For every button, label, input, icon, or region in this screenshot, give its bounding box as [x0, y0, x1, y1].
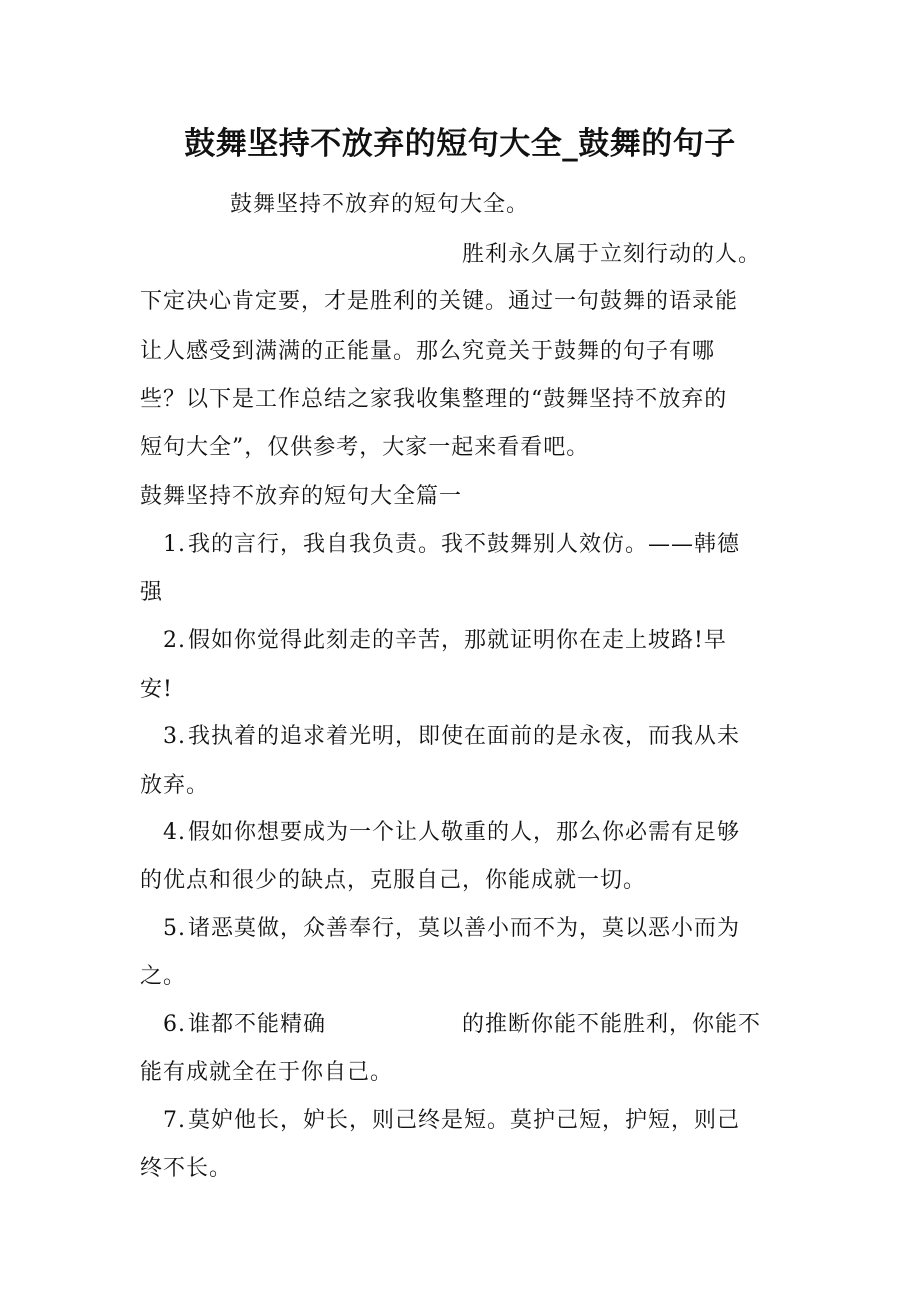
- section-heading: 鼓舞坚持不放弃的短句大全篇一: [140, 484, 463, 509]
- list-item-line: [163, 1010, 326, 1040]
- item-text: 假如你觉得此刻走的辛苦，那就证明你在走上坡路!早: [188, 628, 727, 653]
- intro-line: 让人感受到满满的正能量。那么究竟关于鼓舞的句子有哪: [140, 339, 716, 364]
- item-text: 我执着的追求着光明，即使在面前的是永夜，而我从未: [188, 724, 741, 749]
- list-item-line: [163, 722, 740, 752]
- list-item-line: [163, 1106, 740, 1136]
- item-text: 假如你想要成为一个让人敬重的人，那么你必需有足够: [188, 820, 741, 845]
- list-item-continuation: 安!: [140, 677, 173, 702]
- subtitle-line: 鼓舞坚持不放弃的短句大全。: [230, 192, 530, 217]
- document-title: 鼓舞坚持不放弃的短句大全_鼓舞的句子: [184, 126, 736, 162]
- list-item-continuation: 终不长。: [140, 1156, 233, 1181]
- item-text: 莫妒他长，妒长，则己终是短。莫护己短，护短，则己: [188, 1108, 741, 1133]
- list-item-line: [163, 530, 740, 560]
- intro-line: 下定决心肯定要，才是胜利的关键。通过一句鼓舞的语录能: [140, 289, 739, 314]
- list-item-continuation: 的优点和很少的缺点，克服自己，你能成就一切。: [140, 868, 647, 893]
- list-item-continuation: 强: [140, 580, 164, 605]
- item-number: 7.: [163, 1108, 186, 1133]
- list-item-line: [163, 626, 727, 656]
- item-number: 5.: [163, 916, 186, 941]
- item-number: 3.: [163, 724, 186, 749]
- list-item-continuation: 之。: [140, 964, 187, 989]
- item-number: 6.: [163, 1012, 186, 1037]
- item-number: 4.: [163, 820, 186, 845]
- list-item-continuation: 放弃。: [140, 773, 210, 798]
- list-item-line: [163, 914, 740, 944]
- item-text-after-gap: 的推断你能不能胜利，你能不: [462, 1012, 762, 1037]
- intro-line: 短句大全”，仅供参考，大家一起来看看吧。: [140, 435, 590, 460]
- intro-line: 些？以下是工作总结之家我收集整理的“鼓舞坚持不放弃的: [140, 387, 728, 412]
- list-item-line: [163, 818, 740, 848]
- item-text: 诸恶莫做，众善奉行，莫以善小而不为，莫以恶小而为: [188, 916, 741, 941]
- item-number: 2.: [163, 628, 186, 653]
- item-text: 谁都不能精确: [188, 1012, 327, 1037]
- motto-line: 胜利永久属于立刻行动的人。: [462, 242, 762, 267]
- list-item-continuation: 能有成就全在于你自己。: [140, 1060, 394, 1085]
- item-number: 1.: [163, 532, 186, 557]
- item-text: 我的言行，我自我负责。我不鼓舞别人效仿。——韩德: [188, 532, 741, 557]
